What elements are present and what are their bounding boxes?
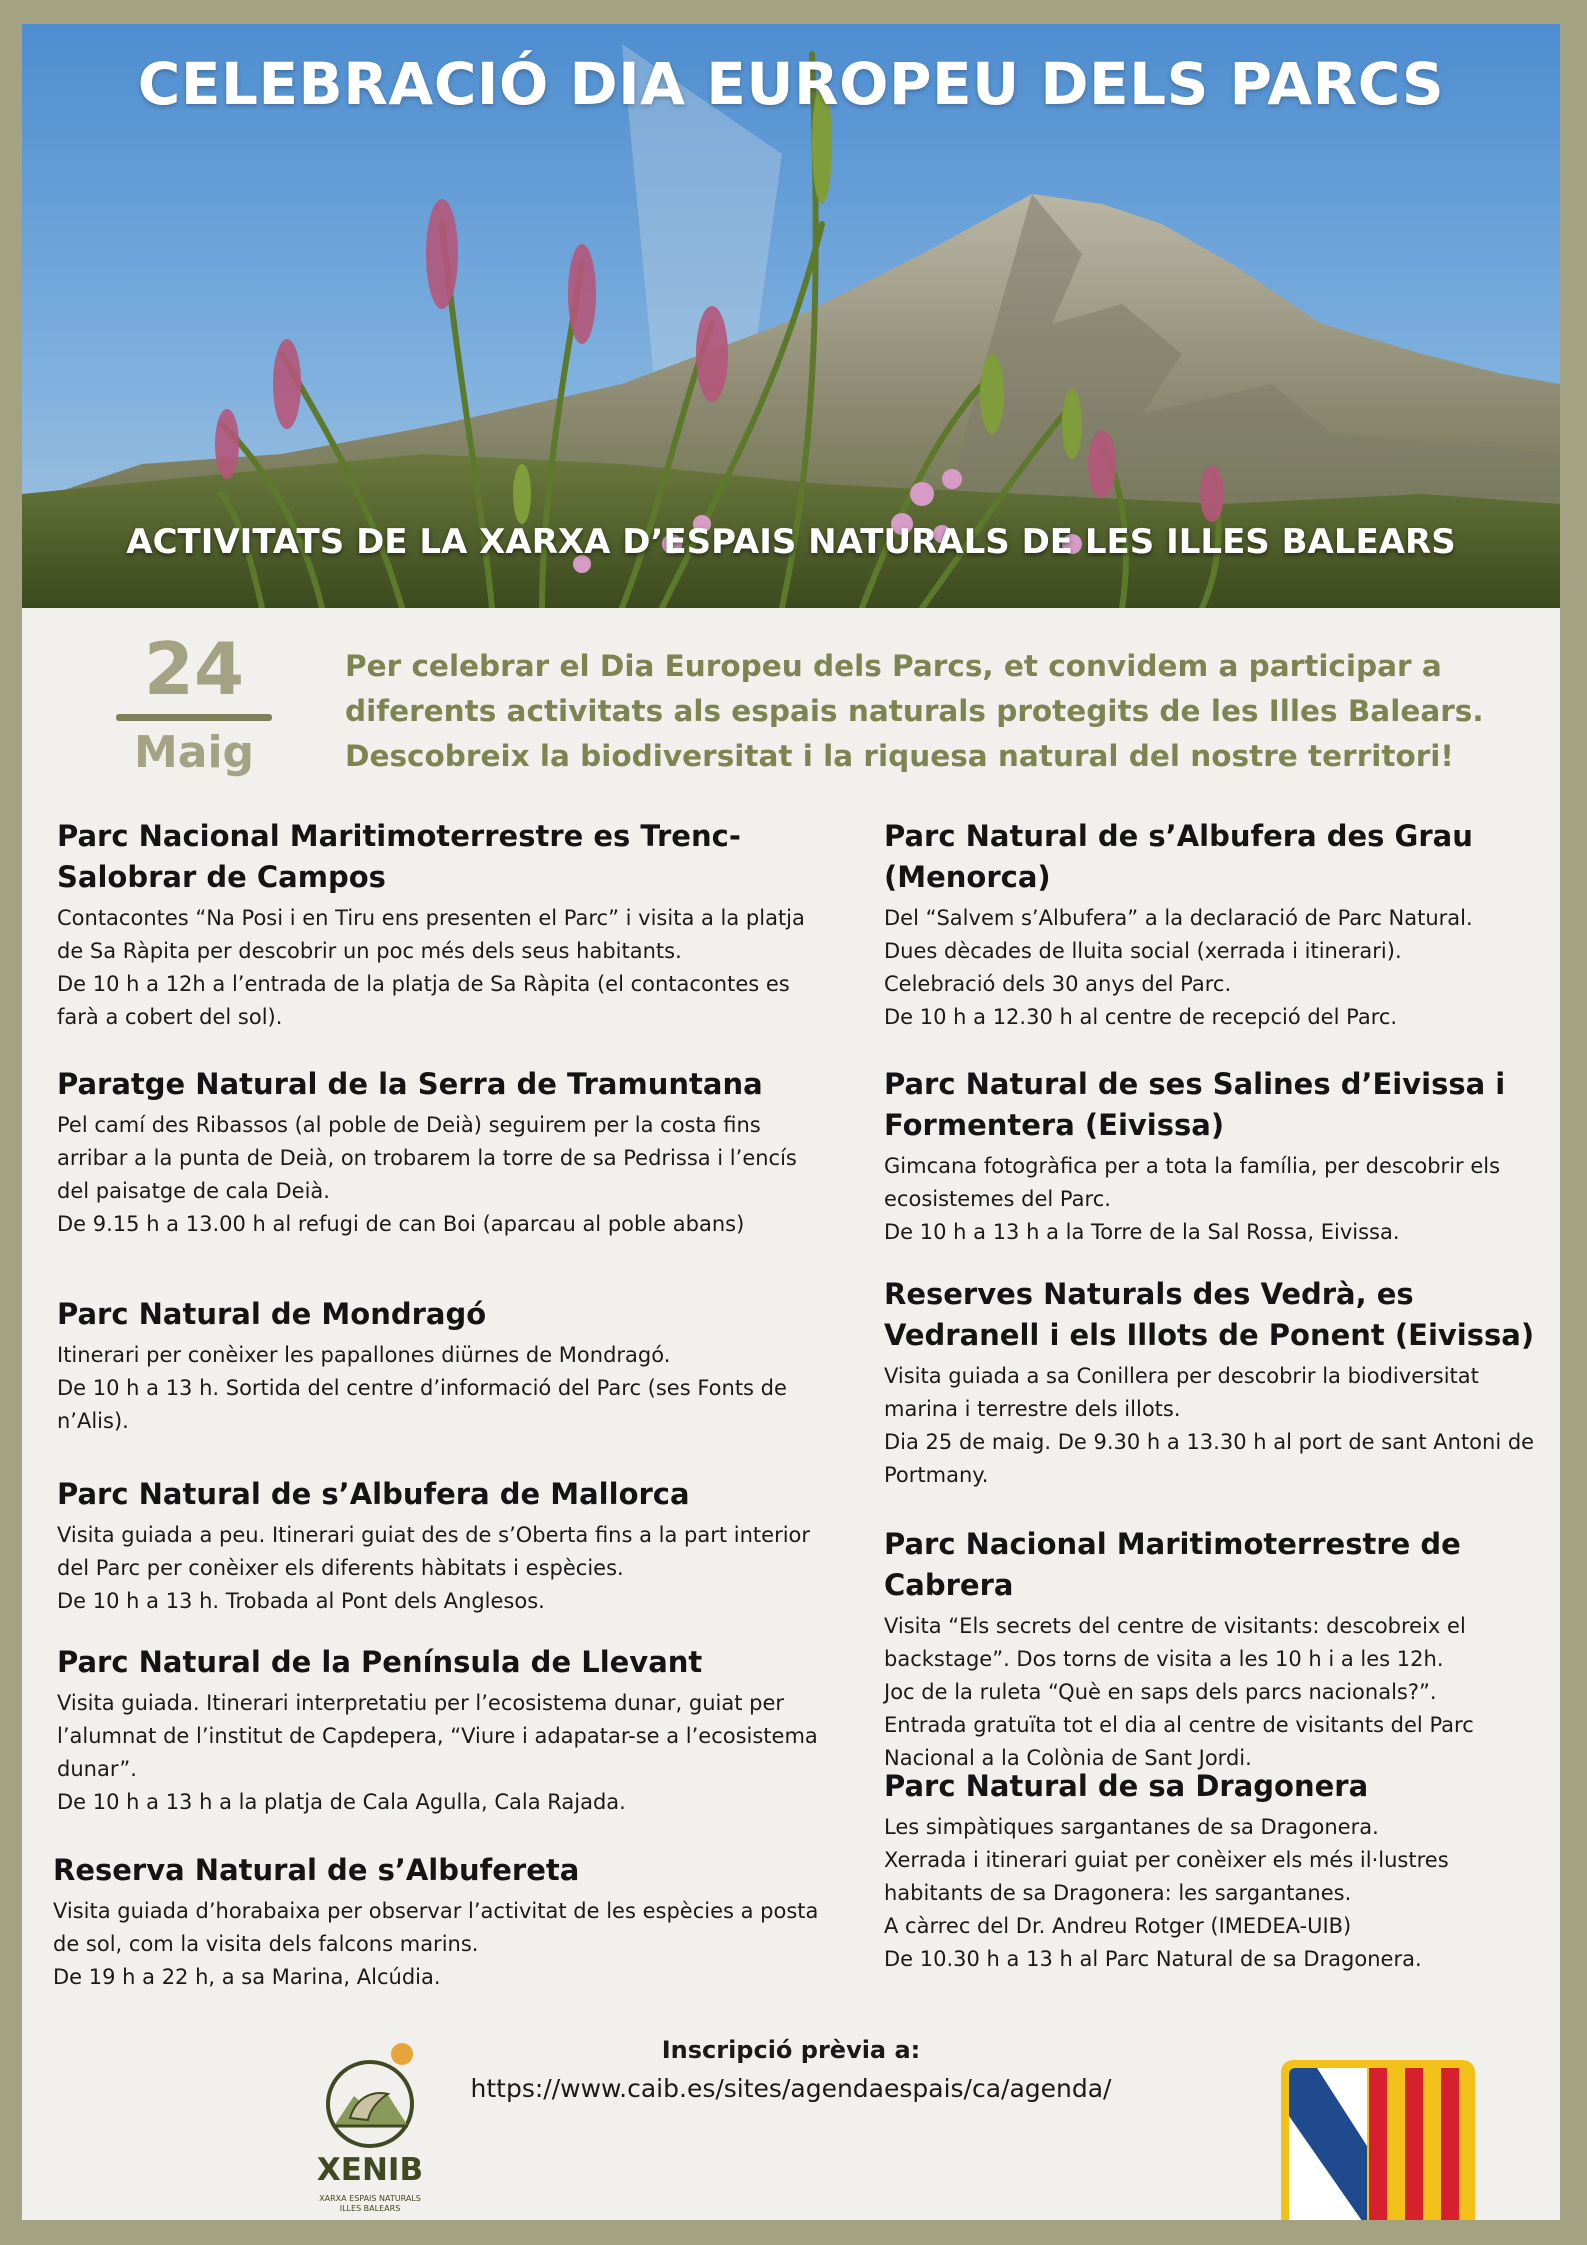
logo-name: XENIB xyxy=(316,2152,424,2188)
activity-item xyxy=(884,816,1529,1034)
intro-text: Per celebrar el Dia Europeu dels Parcs, et convidem a participar a diferents activitats als espais naturals protegits de les Illes Balears. Descobreix la biodiversitat i la riquesa natural del nostre territori! xyxy=(345,649,1484,773)
date-divider xyxy=(116,714,272,721)
poster-title: CELEBRACIÓ DIA EUROPEU DELS PARCS xyxy=(137,50,1445,118)
activity-title: Parc Nacional Maritimoterrestre es Trenc-Salobrar de Campos xyxy=(57,819,741,894)
activity-description: Gimcana fotogràfica per a tota la família, per descobrir els ecosistemes del Parc. De 10 h a 13 h a la Torre de la Sal Rossa, Eivissa. xyxy=(884,1154,1501,1244)
registration-link[interactable]: https://www.caib.es/sites/agendaespais/ca/agenda/ xyxy=(470,2074,1112,2103)
xenib-logo xyxy=(290,2034,450,2220)
activity-title: Parc Natural de s’Albufera de Mallorca xyxy=(57,1477,690,1511)
hero-banner xyxy=(22,24,1560,608)
activity-item xyxy=(57,1064,827,1241)
activity-item xyxy=(884,1766,1529,1976)
activity-description: Visita guiada a peu. Itinerari guiat des de s’Oberta fins a la part interior del Parc per conèixer els diferents hàbitats i espècies. De 10 h a 13 h. Trobada al Pont dels Anglesos. xyxy=(57,1523,811,1613)
activity-description: Les simpàtiques sargantanes de sa Dragonera. Xerrada i itinerari guiat per conèixer els més il·lustres habitants de sa Dragonera: les sargantanes. A càrrec del Dr. Andreu Rotger (IMEDEA-UIB) De 10.30 h a 13 h al Parc Natural de sa Dragonera. xyxy=(884,1815,1449,1971)
activity-description: Visita guiada d’horabaixa per observar l’activitat de les espècies a posta de sol, com la visita dels falcons marins. De 19 h a 22 h, a sa Marina, Alcúdia. xyxy=(53,1899,819,1989)
activity-title: Parc Natural de sa Dragonera xyxy=(884,1769,1369,1803)
activity-item xyxy=(884,1524,1544,1775)
activity-title: Parc Natural de s’Albufera des Grau (Menorca) xyxy=(884,819,1473,894)
activity-title: Reserva Natural de s’Albufereta xyxy=(53,1853,580,1887)
poster xyxy=(22,24,1560,2220)
activity-item xyxy=(57,1474,827,1618)
activity-title: Reserves Naturals des Vedrà, es Vedranell i els Illots de Ponent (Eivissa) xyxy=(884,1277,1535,1352)
activity-title: Parc Natural de Mondragó xyxy=(57,1297,487,1331)
activity-description: Pel camí des Ribassos (al poble de Deià) seguirem per la costa fins arribar a la punta de Deià, on trobarem la torre de sa Pedrissa i l’encís del paisatge de cala Deià. De 9.15 h a 13.00 h al refugi de can Boi (aparcau al poble abans) xyxy=(57,1113,797,1236)
date-month: Maig xyxy=(133,727,255,778)
logo-tagline-line1: XARXA ESPAIS NATURALS xyxy=(319,2194,421,2203)
date-badge xyxy=(110,626,278,781)
activity-description: Visita guiada a sa Conillera per descobrir la biodiversitat marina i terrestre dels illots. Dia 25 de maig. De 9.30 h a 13.30 h al port de sant Antoni de Portmany. xyxy=(884,1364,1535,1487)
date-day: 24 xyxy=(143,627,245,711)
activity-description: Itinerari per conèixer les papallones diürnes de Mondragó. De 10 h a 13 h. Sortida del centre d’informació del Parc (ses Fonts de n’Alis). xyxy=(57,1343,787,1433)
activity-item xyxy=(884,1274,1544,1492)
activity-description: Visita guiada. Itinerari interpretatiu per l’ecosistema dunar, guiat per l’alumnat de l’institut de Capdepera, “Viure i adapatar-se a l’ecosistema dunar”. De 10 h a 13 h a la platja de Cala Agulla, Cala Rajada. xyxy=(57,1691,818,1814)
activity-title: Parc Natural de ses Salines d’Eivissa i Formentera (Eivissa) xyxy=(884,1067,1506,1142)
activity-item xyxy=(57,1642,827,1819)
activity-title: Paratge Natural de la Serra de Tramuntana xyxy=(57,1067,763,1101)
activity-description: Visita “Els secrets del centre de visitants: descobreix el backstage”. Dos torns de visita a les 10 h i a les 12h. Joc de la ruleta “Què en saps dels parcs nacionals?”. Entrada gratuïta tot el dia al centre de visitants del Parc Nacional a la Colònia de Sant Jordi. xyxy=(884,1614,1474,1770)
activity-item xyxy=(57,816,827,1034)
activity-item xyxy=(57,1294,827,1438)
activity-item xyxy=(884,1064,1529,1249)
activity-description: Del “Salvem s’Albufera” a la declaració de Parc Natural. Dues dècades de lluita social (xerrada i itinerari). Celebració dels 30 anys del Parc. De 10 h a 12.30 h al centre de recepció del Parc. xyxy=(884,906,1473,1029)
activity-item xyxy=(53,1850,823,1994)
logo-tagline xyxy=(290,2194,450,2214)
activity-description: Contacontes “Na Posi i en Tiru ens presenten el Parc” i visita a la platja de Sa Ràpita per descobrir un poc més dels seus habitants. De 10 h a 12h a l’entrada de la platja de Sa Ràpita (el contacontes es farà a cobert del sol). xyxy=(57,906,805,1029)
balearic-flag-logo xyxy=(1277,2056,1479,2220)
activity-title: Parc Natural de la Península de Llevant xyxy=(57,1645,703,1679)
xenib-bird-logo xyxy=(290,2034,450,2154)
logo-tagline-line2: ILLES BALEARS xyxy=(339,2204,401,2213)
activity-title: Parc Nacional Maritimoterrestre de Cabrera xyxy=(884,1527,1461,1602)
poster-subtitle: ACTIVITATS DE LA XARXA D’ESPAIS NATURALS DE LES ILLES BALEARS xyxy=(126,522,1456,562)
registration-label: Inscripció prèvia a: xyxy=(661,2036,921,2064)
